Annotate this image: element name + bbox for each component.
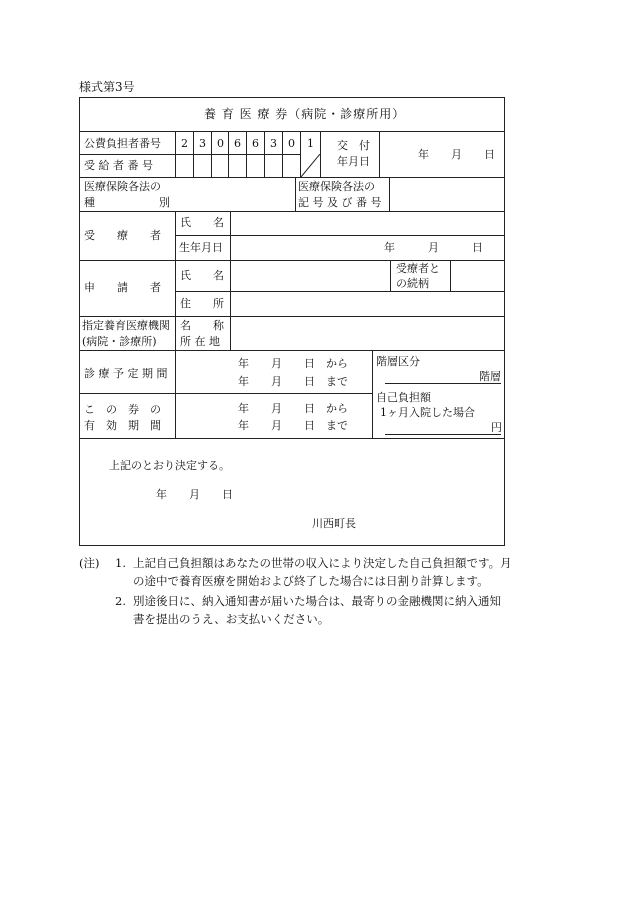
col-divider: [390, 260, 391, 291]
col-divider: [264, 131, 265, 177]
row-divider: [175, 291, 504, 292]
patient-dob-label: 生年月日: [179, 241, 223, 254]
copay-label: 自己負担額: [376, 391, 431, 404]
insurance-type-label: 種 別: [84, 196, 170, 209]
payer-digit: 0: [288, 137, 295, 150]
col-divider: [228, 131, 229, 177]
form-title: 養 育 医 療 券（病院・診療所用）: [204, 107, 406, 121]
tier-label: 階層区分: [376, 355, 420, 368]
row-divider: [80, 350, 504, 351]
row-divider: [80, 211, 504, 212]
validity-period-label: 有 効 期 間: [84, 419, 161, 432]
col-divider: [246, 131, 247, 177]
col-divider: [175, 211, 176, 350]
copay-unit: 円: [491, 421, 502, 434]
row-divider: [80, 316, 504, 317]
col-divider: [282, 131, 283, 177]
treatment-period-to: 年 月 日 まで: [238, 375, 348, 388]
row-divider: [80, 393, 372, 394]
issue-date-label: 交 付: [337, 139, 370, 152]
institution-name-label: 名 称: [180, 319, 224, 332]
note-number: 2.: [115, 594, 126, 608]
row-divider: [80, 260, 504, 261]
insurance-type-label: 医療保険各法の: [84, 180, 161, 193]
public-payer-number-label: 公費負担者番号: [84, 137, 161, 150]
applicant-address-label: 住 所: [180, 297, 224, 310]
col-divider: [193, 131, 194, 177]
form-number: 様式第3号: [79, 80, 135, 94]
col-divider: [389, 177, 390, 211]
applicant-name-label: 氏 名: [180, 269, 224, 282]
patient-label: 受 療 者: [84, 229, 161, 242]
recipient-number-label: 受 給 者 番 号: [84, 159, 153, 172]
row-divider: [175, 235, 504, 236]
col-divider: [211, 131, 212, 177]
applicant-label: 申 請 者: [84, 281, 161, 294]
note-text: の途中で養育医療を開始および終了した場合には日割り計算します。: [133, 574, 489, 588]
institution-label: 指定養育医療機関: [82, 319, 170, 332]
col-divider: [295, 177, 296, 211]
note-text: 上記自己負担額はあなたの世帯の収入により決定した自己負担額です。月: [133, 556, 512, 570]
col-divider: [450, 260, 451, 291]
copay-underline: [385, 434, 501, 435]
note-text: 書を提出のうえ、お支払いください。: [133, 612, 330, 626]
patient-name-label: 氏 名: [180, 216, 224, 229]
payer-digit: 2: [181, 137, 188, 150]
payer-digit: 6: [234, 137, 241, 150]
institution-label: (病院・診療所): [82, 335, 157, 348]
patient-dob-value: 年 月 日: [384, 241, 483, 254]
row-divider: [80, 438, 504, 439]
col-divider: [175, 131, 176, 177]
decision-date: 年 月 日: [156, 488, 233, 501]
institution-location-label: 所 在 地: [180, 335, 220, 348]
insurance-symbol-label: 医療保険各法の: [298, 180, 375, 193]
insurance-symbol-label: 記 号 及 び 番 号: [298, 196, 382, 209]
copay-note: 1ヶ月入院した場合: [380, 406, 475, 419]
relationship-label: の続柄: [396, 277, 429, 290]
col-divider: [175, 350, 176, 438]
row-divider: [80, 154, 300, 155]
payer-digit: 1: [307, 137, 314, 150]
payer-digit: 6: [252, 137, 259, 150]
tier-unit: 階層: [479, 370, 501, 383]
payer-digit: 3: [270, 137, 277, 150]
relationship-label: 受療者と: [396, 262, 440, 275]
row-divider: [80, 177, 504, 178]
payer-digit: 0: [217, 137, 224, 150]
issuer-title: 川西町長: [312, 517, 356, 530]
row-divider: [80, 131, 504, 132]
validity-period-label: こ の 券 の: [84, 403, 161, 416]
col-divider: [379, 131, 380, 177]
tier-underline: [385, 383, 501, 384]
treatment-period-label: 診 療 予 定 期 間: [84, 367, 168, 380]
payer-digit: 3: [199, 137, 206, 150]
medical-coupon-form: [79, 97, 505, 546]
notes-prefix: (注): [79, 556, 100, 570]
note-number: 1.: [115, 556, 126, 570]
note-text: 別途後日に、納入通知書が届いた場合は、最寄りの金融機関に納入通知: [133, 594, 501, 608]
validity-period-from: 年 月 日 から: [238, 402, 348, 415]
issue-date-value: 年 月 日: [418, 148, 495, 161]
col-divider: [320, 131, 321, 177]
validity-period-to: 年 月 日 まで: [238, 419, 348, 432]
col-divider: [230, 211, 231, 350]
col-divider: [372, 350, 373, 438]
decision-text: 上記のとおり決定する。: [109, 459, 230, 472]
treatment-period-from: 年 月 日 から: [238, 357, 348, 370]
issue-date-label: 年月日: [337, 155, 370, 168]
diagonal-strike: [300, 154, 320, 177]
